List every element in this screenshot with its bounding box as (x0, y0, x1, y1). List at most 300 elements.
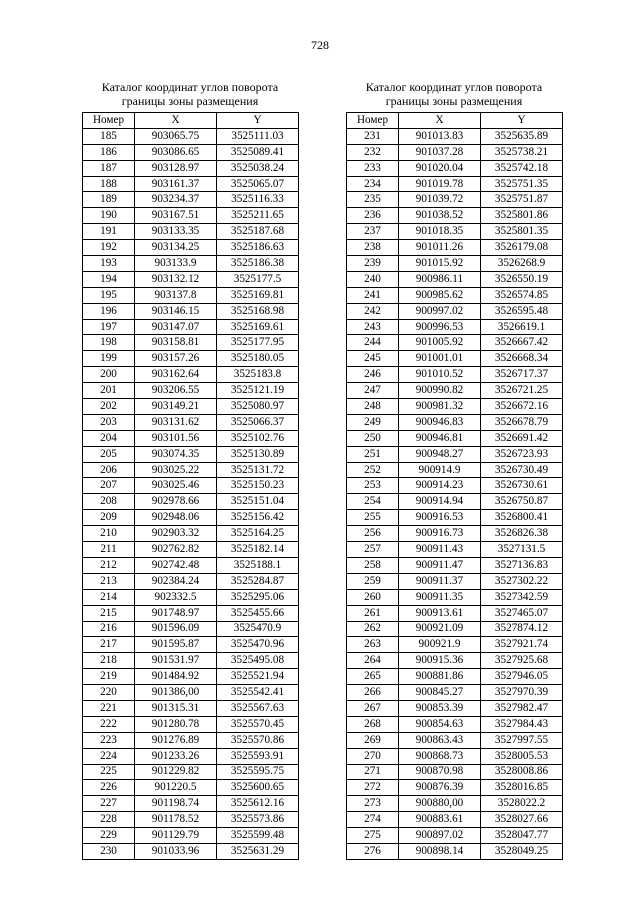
cell-number: 263 (347, 637, 399, 653)
cell-x: 903147.07 (135, 319, 217, 335)
cell-y: 3525130.89 (217, 446, 299, 462)
table-row (347, 780, 563, 796)
cell-number: 238 (347, 240, 399, 256)
cell-y: 3525470.96 (217, 637, 299, 653)
cell-x: 900911.37 (399, 573, 481, 589)
cell-x: 900876.39 (399, 780, 481, 796)
cell-number: 256 (347, 526, 399, 542)
cell-y: 3525121.19 (217, 383, 299, 399)
cell-number: 202 (83, 399, 135, 415)
cell-number: 212 (83, 557, 135, 573)
cell-number: 199 (83, 351, 135, 367)
cell-x: 903206.55 (135, 383, 217, 399)
cell-number: 243 (347, 319, 399, 335)
table-row (347, 414, 563, 430)
cell-number: 190 (83, 208, 135, 224)
table-row (347, 176, 563, 192)
table-row (83, 621, 299, 637)
table-row (83, 526, 299, 542)
table-row (83, 303, 299, 319)
cell-x: 903132.12 (135, 271, 217, 287)
cell-x: 900854.63 (399, 716, 481, 732)
cell-y: 3525186.63 (217, 240, 299, 256)
cell-y: 3525593.91 (217, 748, 299, 764)
cell-y: 3527874.12 (481, 621, 563, 637)
cell-number: 215 (83, 605, 135, 621)
table-row (83, 383, 299, 399)
cell-x: 901531.97 (135, 653, 217, 669)
table-row (83, 685, 299, 701)
cell-x: 901129.79 (135, 828, 217, 844)
cell-number: 197 (83, 319, 135, 335)
table-row (83, 589, 299, 605)
cell-number: 205 (83, 446, 135, 462)
cell-number: 255 (347, 510, 399, 526)
table-row (83, 573, 299, 589)
cell-x: 900921.9 (399, 637, 481, 653)
table-row (347, 240, 563, 256)
cell-x: 901033.96 (135, 843, 217, 859)
cell-x: 902762.82 (135, 542, 217, 558)
cell-y: 3527342.59 (481, 589, 563, 605)
cell-number: 211 (83, 542, 135, 558)
cell-number: 193 (83, 256, 135, 272)
cell-number: 276 (347, 843, 399, 859)
cell-y: 3526268.9 (481, 256, 563, 272)
cell-x: 903149.21 (135, 399, 217, 415)
table-row (83, 351, 299, 367)
table-body (83, 128, 299, 859)
coordinate-catalog-right (346, 80, 562, 860)
table-row (347, 144, 563, 160)
cell-number: 220 (83, 685, 135, 701)
table-row (83, 224, 299, 240)
cell-number: 268 (347, 716, 399, 732)
cell-x: 900986.11 (399, 271, 481, 287)
cell-y: 3525169.81 (217, 287, 299, 303)
cell-y: 3527970.39 (481, 685, 563, 701)
table-row (347, 573, 563, 589)
table-row (83, 700, 299, 716)
table-row (347, 446, 563, 462)
cell-x: 900913.61 (399, 605, 481, 621)
cell-number: 210 (83, 526, 135, 542)
cell-y: 3525570.86 (217, 732, 299, 748)
cell-x: 900883.61 (399, 812, 481, 828)
cell-y: 3525495.08 (217, 653, 299, 669)
table-row (83, 160, 299, 176)
cell-y: 3525595.75 (217, 764, 299, 780)
cell-y: 3525188.1 (217, 557, 299, 573)
cell-y: 3526678.79 (481, 414, 563, 430)
table-row (347, 256, 563, 272)
table-row (347, 208, 563, 224)
cell-number: 218 (83, 653, 135, 669)
cell-number: 222 (83, 716, 135, 732)
cell-number: 204 (83, 430, 135, 446)
table-body (347, 128, 563, 859)
cell-number: 186 (83, 144, 135, 160)
cell-y: 3527465.07 (481, 605, 563, 621)
table-row (347, 367, 563, 383)
cell-number: 260 (347, 589, 399, 605)
cell-number: 226 (83, 780, 135, 796)
table-row (83, 192, 299, 208)
cell-y: 3525150.23 (217, 478, 299, 494)
cell-x: 903133.9 (135, 256, 217, 272)
cell-x: 901276.89 (135, 732, 217, 748)
cell-number: 187 (83, 160, 135, 176)
cell-number: 196 (83, 303, 135, 319)
table-row (83, 176, 299, 192)
table-row (347, 605, 563, 621)
table-header-row (83, 113, 299, 129)
table-row (83, 637, 299, 653)
cell-y: 3528027.66 (481, 812, 563, 828)
cell-y: 3526667.42 (481, 335, 563, 351)
header-x: X (399, 113, 481, 129)
cell-y: 3528016.85 (481, 780, 563, 796)
cell-x: 902948.06 (135, 510, 217, 526)
cell-y: 3528047.77 (481, 828, 563, 844)
table-row (83, 144, 299, 160)
table-row (83, 716, 299, 732)
cell-y: 3525738.21 (481, 144, 563, 160)
table-header-row (347, 113, 563, 129)
cell-x: 903137.8 (135, 287, 217, 303)
table-row (347, 319, 563, 335)
cell-x: 903086.65 (135, 144, 217, 160)
cell-x: 901037.28 (399, 144, 481, 160)
table-row (347, 383, 563, 399)
cell-x: 901019.78 (399, 176, 481, 192)
cell-x: 901011.26 (399, 240, 481, 256)
table-row (83, 494, 299, 510)
cell-y: 3527302.22 (481, 573, 563, 589)
cell-x: 901020.04 (399, 160, 481, 176)
cell-x: 901220.5 (135, 780, 217, 796)
cell-y: 3526691.42 (481, 430, 563, 446)
cell-y: 3528022.2 (481, 796, 563, 812)
cell-number: 270 (347, 748, 399, 764)
cell-y: 3525177.95 (217, 335, 299, 351)
cell-y: 3525116.33 (217, 192, 299, 208)
cell-y: 3525600.65 (217, 780, 299, 796)
cell-number: 224 (83, 748, 135, 764)
table-row (347, 287, 563, 303)
cell-x: 902384.24 (135, 573, 217, 589)
cell-y: 3526723.93 (481, 446, 563, 462)
cell-y: 3525151.04 (217, 494, 299, 510)
cell-x: 900870.98 (399, 764, 481, 780)
cell-x: 900898.14 (399, 843, 481, 859)
cell-x: 900845.27 (399, 685, 481, 701)
table-row (83, 287, 299, 303)
cell-x: 903128.97 (135, 160, 217, 176)
cell-x: 903234.37 (135, 192, 217, 208)
cell-number: 273 (347, 796, 399, 812)
cell-x: 900946.81 (399, 430, 481, 446)
cell-x: 903025.22 (135, 462, 217, 478)
table-row (347, 192, 563, 208)
cell-x: 900948.27 (399, 446, 481, 462)
cell-number: 189 (83, 192, 135, 208)
table-row (347, 685, 563, 701)
cell-x: 901386,00 (135, 685, 217, 701)
cell-y: 3525801.86 (481, 208, 563, 224)
cell-number: 261 (347, 605, 399, 621)
cell-x: 901038.52 (399, 208, 481, 224)
table-row (83, 319, 299, 335)
cell-x: 900946.83 (399, 414, 481, 430)
cell-number: 185 (83, 128, 135, 144)
cell-number: 221 (83, 700, 135, 716)
table-row (347, 494, 563, 510)
cell-number: 223 (83, 732, 135, 748)
cell-y: 3525131.72 (217, 462, 299, 478)
table-row (83, 128, 299, 144)
cell-x: 902332.5 (135, 589, 217, 605)
cell-number: 209 (83, 510, 135, 526)
cell-x: 903065.75 (135, 128, 217, 144)
table-row (347, 462, 563, 478)
table-row (347, 732, 563, 748)
cell-number: 262 (347, 621, 399, 637)
cell-y: 3525742.18 (481, 160, 563, 176)
cell-x: 900914.23 (399, 478, 481, 494)
cell-x: 903133.35 (135, 224, 217, 240)
cell-y: 3525168.98 (217, 303, 299, 319)
table-row (83, 256, 299, 272)
cell-y: 3525542.41 (217, 685, 299, 701)
cell-y: 3525455.66 (217, 605, 299, 621)
cell-y: 3525470.9 (217, 621, 299, 637)
cell-y: 3525612.16 (217, 796, 299, 812)
page-number: 728 (311, 38, 329, 52)
cell-y: 3527946.05 (481, 669, 563, 685)
header-number: Номер (347, 113, 399, 129)
table-row (83, 542, 299, 558)
table-row (83, 510, 299, 526)
table-row (347, 399, 563, 415)
cell-x: 902978.66 (135, 494, 217, 510)
cell-number: 233 (347, 160, 399, 176)
catalog-caption-line2: границы зоны размещения (385, 94, 523, 108)
cell-x: 901233.26 (135, 748, 217, 764)
table-row (347, 526, 563, 542)
cell-y: 3525102.76 (217, 430, 299, 446)
cell-y: 3527131.5 (481, 542, 563, 558)
cell-number: 217 (83, 637, 135, 653)
cell-number: 241 (347, 287, 399, 303)
cell-number: 242 (347, 303, 399, 319)
cell-number: 251 (347, 446, 399, 462)
cell-number: 240 (347, 271, 399, 287)
cell-y: 3525111.03 (217, 128, 299, 144)
cell-number: 206 (83, 462, 135, 478)
cell-y: 3526672.16 (481, 399, 563, 415)
cell-y: 3525183.8 (217, 367, 299, 383)
cell-x: 901039.72 (399, 192, 481, 208)
cell-x: 903101.56 (135, 430, 217, 446)
cell-number: 232 (347, 144, 399, 160)
table-row (347, 335, 563, 351)
table-row (347, 748, 563, 764)
cell-x: 900916.53 (399, 510, 481, 526)
table-row (347, 303, 563, 319)
table-row (347, 271, 563, 287)
cell-x: 901005.92 (399, 335, 481, 351)
cell-x: 901229.82 (135, 764, 217, 780)
cell-x: 900914.94 (399, 494, 481, 510)
cell-y: 3527997.55 (481, 732, 563, 748)
cell-x: 900911.47 (399, 557, 481, 573)
cell-x: 901484.92 (135, 669, 217, 685)
cell-x: 900921.09 (399, 621, 481, 637)
cell-number: 266 (347, 685, 399, 701)
cell-number: 236 (347, 208, 399, 224)
cell-x: 900881.86 (399, 669, 481, 685)
table-row (83, 414, 299, 430)
cell-x: 903131.62 (135, 414, 217, 430)
table-row (83, 669, 299, 685)
cell-number: 188 (83, 176, 135, 192)
cell-number: 244 (347, 335, 399, 351)
cell-number: 271 (347, 764, 399, 780)
cell-y: 3525635.89 (481, 128, 563, 144)
cell-x: 900853.39 (399, 700, 481, 716)
table-row (347, 621, 563, 637)
cell-x: 900911.43 (399, 542, 481, 558)
cell-x: 900863.43 (399, 732, 481, 748)
catalog-caption-line2: границы зоны размещения (121, 94, 259, 108)
cell-y: 3525751.87 (481, 192, 563, 208)
cell-y: 3526721.25 (481, 383, 563, 399)
table-row (83, 812, 299, 828)
cell-number: 191 (83, 224, 135, 240)
cell-y: 3525089.41 (217, 144, 299, 160)
table-row (83, 796, 299, 812)
table-row (347, 700, 563, 716)
cell-x: 901178.52 (135, 812, 217, 828)
cell-y: 3526595.48 (481, 303, 563, 319)
cell-x: 900996.53 (399, 319, 481, 335)
cell-number: 237 (347, 224, 399, 240)
cell-x: 903158.81 (135, 335, 217, 351)
cell-number: 213 (83, 573, 135, 589)
table-row (347, 653, 563, 669)
coordinate-table (82, 112, 299, 860)
cell-x: 901315.31 (135, 700, 217, 716)
cell-number: 195 (83, 287, 135, 303)
cell-number: 239 (347, 256, 399, 272)
cell-number: 235 (347, 192, 399, 208)
header-y: Y (481, 113, 563, 129)
cell-y: 3526574.85 (481, 287, 563, 303)
cell-x: 903074.35 (135, 446, 217, 462)
cell-y: 3525567.63 (217, 700, 299, 716)
table-row (347, 351, 563, 367)
cell-x: 902903.32 (135, 526, 217, 542)
table-row (347, 128, 563, 144)
cell-number: 272 (347, 780, 399, 796)
header-x: X (135, 113, 217, 129)
table-row (83, 605, 299, 621)
cell-x: 903134.25 (135, 240, 217, 256)
cell-x: 900990.82 (399, 383, 481, 399)
cell-number: 267 (347, 700, 399, 716)
cell-number: 216 (83, 621, 135, 637)
cell-number: 201 (83, 383, 135, 399)
cell-x: 901018.35 (399, 224, 481, 240)
table-row (347, 557, 563, 573)
table-row (347, 828, 563, 844)
cell-y: 3525177.5 (217, 271, 299, 287)
cell-x: 901010.52 (399, 367, 481, 383)
cell-y: 3526800.41 (481, 510, 563, 526)
table-row (347, 843, 563, 859)
table-row (347, 224, 563, 240)
table-row (83, 430, 299, 446)
cell-number: 192 (83, 240, 135, 256)
coordinate-table (346, 112, 563, 860)
cell-x: 900997.02 (399, 303, 481, 319)
cell-y: 3526668.34 (481, 351, 563, 367)
header-number: Номер (83, 113, 135, 129)
cell-x: 901595.87 (135, 637, 217, 653)
cell-x: 900916.73 (399, 526, 481, 542)
cell-number: 248 (347, 399, 399, 415)
cell-x: 903025.46 (135, 478, 217, 494)
cell-y: 3525573.86 (217, 812, 299, 828)
cell-x: 903162.64 (135, 367, 217, 383)
cell-x: 900981.32 (399, 399, 481, 415)
table-row (83, 240, 299, 256)
cell-number: 214 (83, 589, 135, 605)
table-row (83, 764, 299, 780)
cell-number: 227 (83, 796, 135, 812)
cell-number: 258 (347, 557, 399, 573)
cell-number: 207 (83, 478, 135, 494)
cell-y: 3525065.07 (217, 176, 299, 192)
table-row (83, 780, 299, 796)
cell-y: 3527921.74 (481, 637, 563, 653)
cell-x: 901015.92 (399, 256, 481, 272)
table-row (83, 446, 299, 462)
cell-y: 3526717.37 (481, 367, 563, 383)
cell-y: 3525187.68 (217, 224, 299, 240)
cell-y: 3526619.1 (481, 319, 563, 335)
header-y: Y (217, 113, 299, 129)
cell-x: 900914.9 (399, 462, 481, 478)
table-row (83, 208, 299, 224)
catalog-caption-line1: Каталог координат углов поворота (365, 80, 543, 94)
cell-y: 3527982.47 (481, 700, 563, 716)
table-row (83, 271, 299, 287)
cell-number: 269 (347, 732, 399, 748)
cell-number: 257 (347, 542, 399, 558)
cell-y: 3526750.87 (481, 494, 563, 510)
table-row (347, 589, 563, 605)
cell-y: 3526179.08 (481, 240, 563, 256)
cell-x: 901280.78 (135, 716, 217, 732)
cell-y: 3525570.45 (217, 716, 299, 732)
cell-x: 903167.51 (135, 208, 217, 224)
cell-number: 246 (347, 367, 399, 383)
table-row (347, 542, 563, 558)
table-row (83, 843, 299, 859)
cell-number: 228 (83, 812, 135, 828)
